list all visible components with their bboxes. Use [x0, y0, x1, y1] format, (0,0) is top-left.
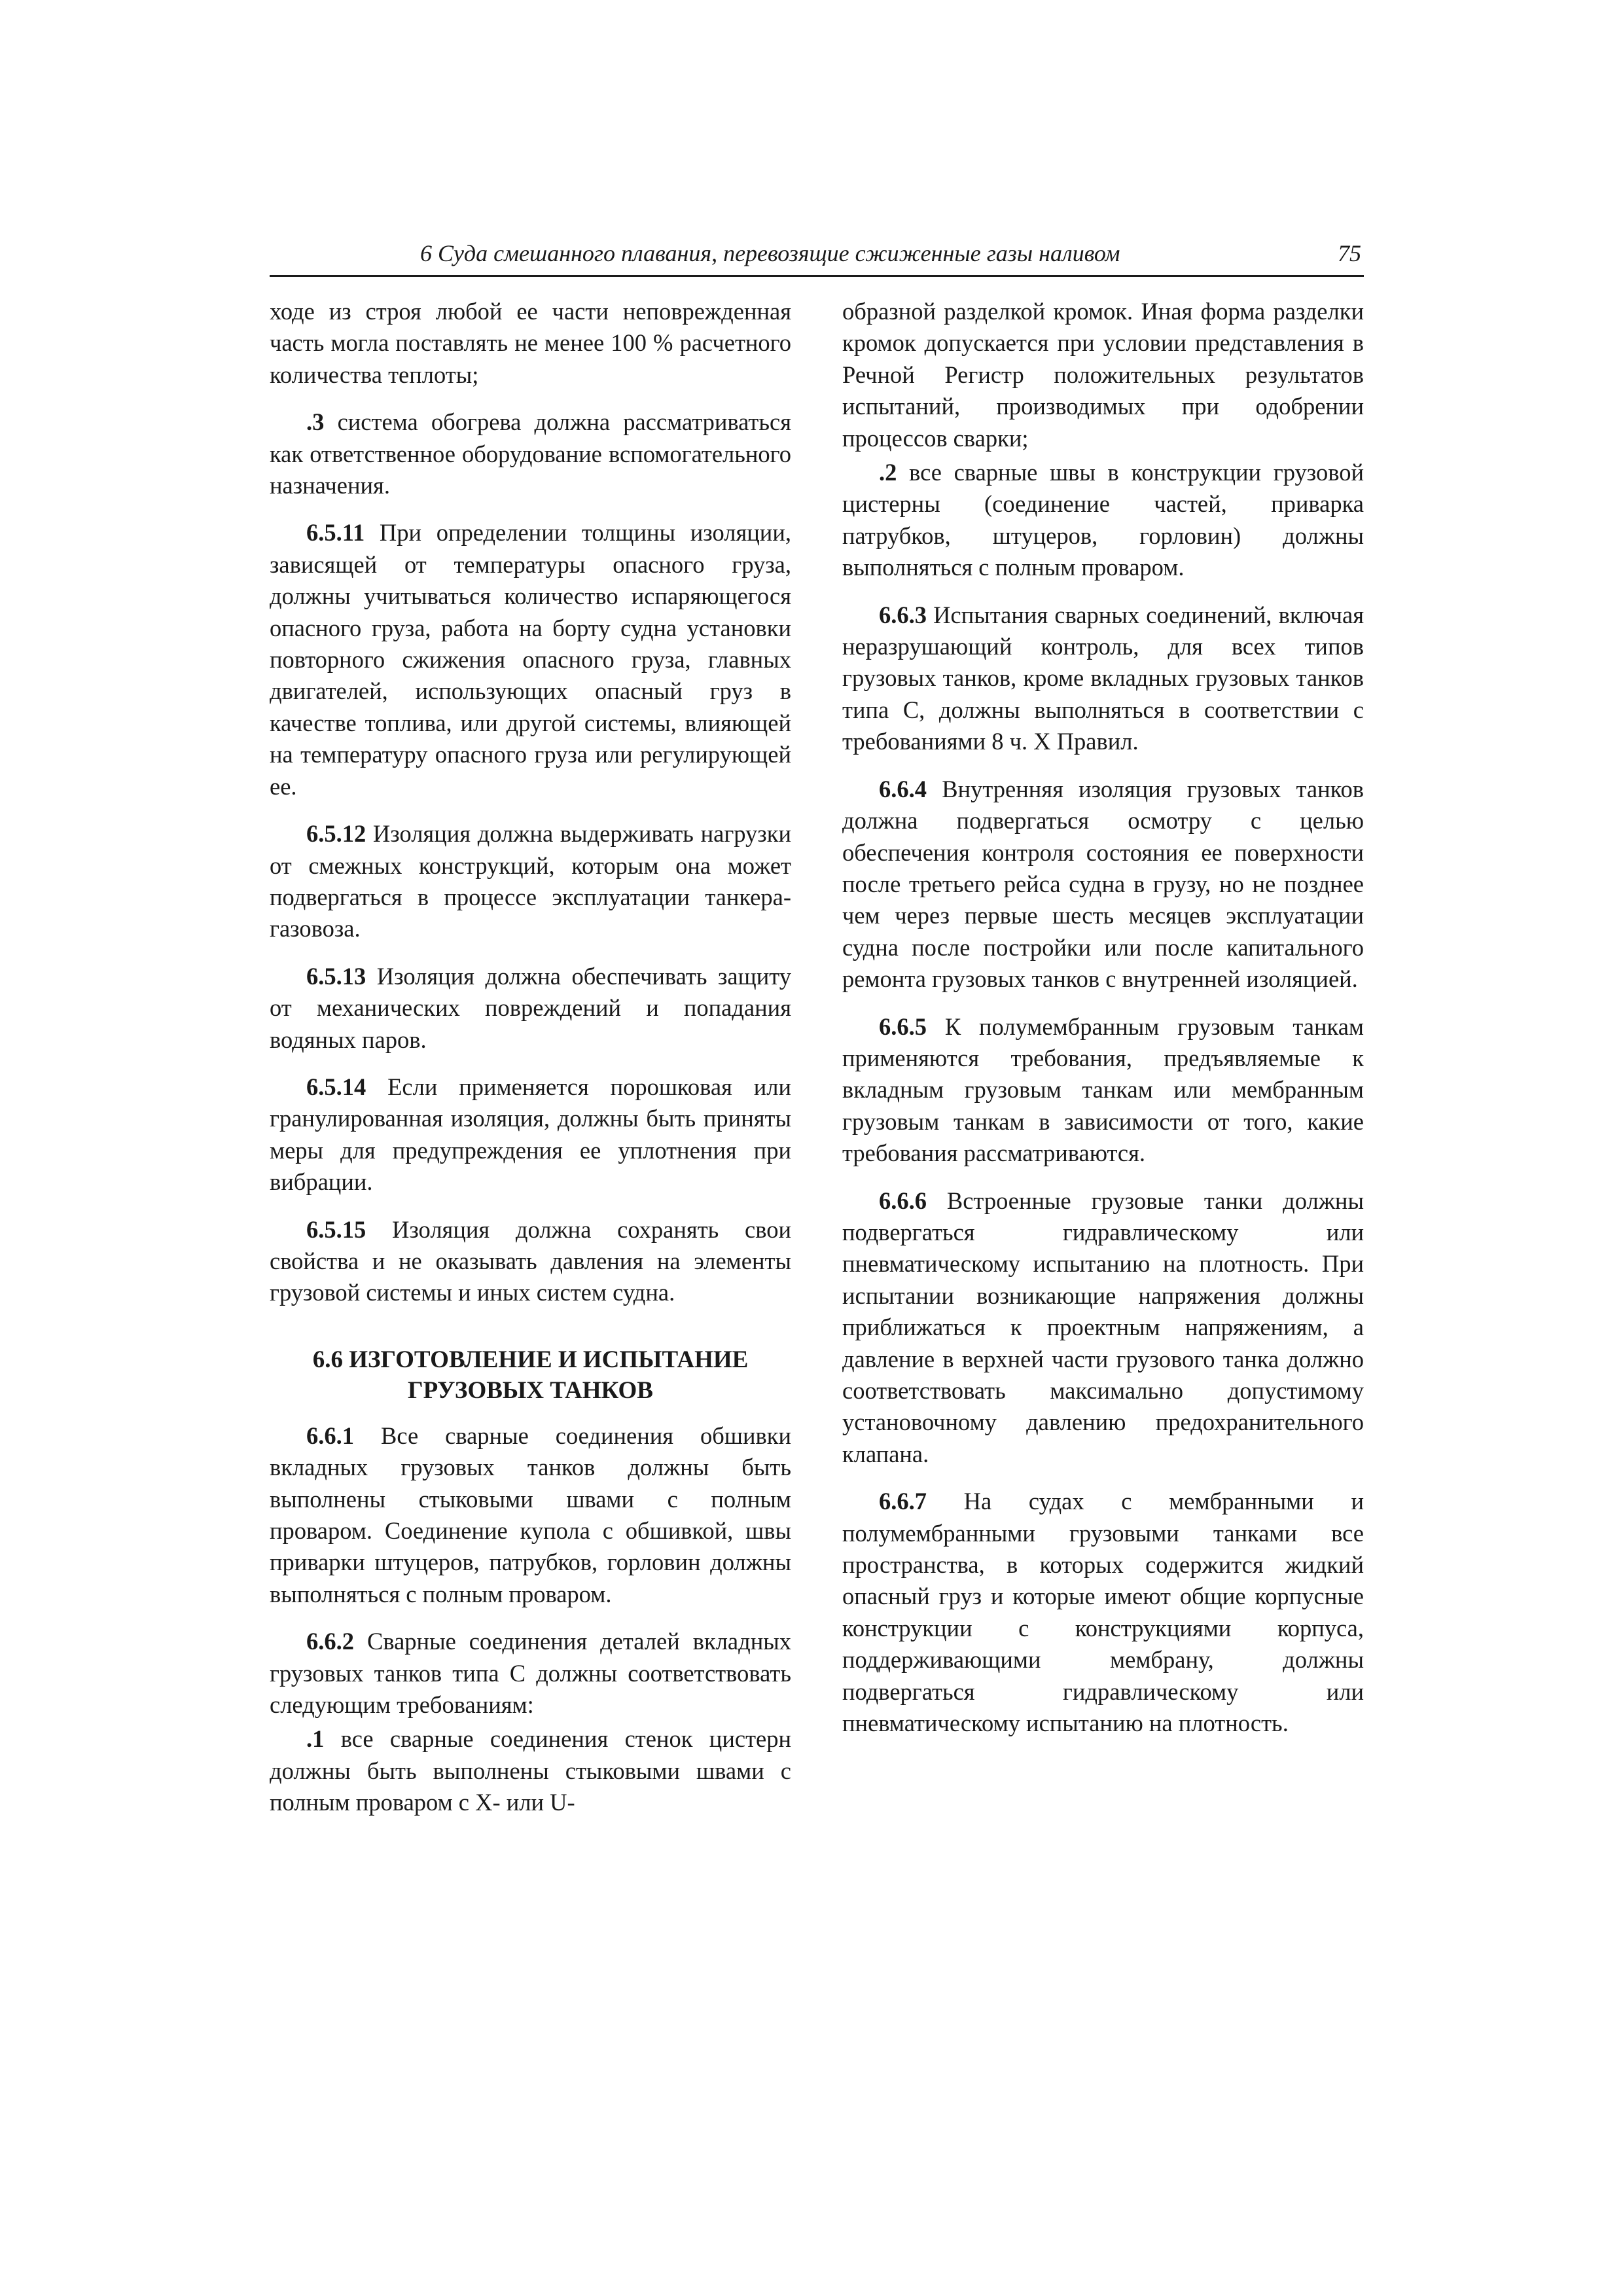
page-header [270, 237, 1364, 277]
paragraph-text: образной разделкой кромок. Иная форма разделки кромок допускается при условии представления в Речной Регистр положительных результатов испытаний, производимых при одобрении процессов сварки; [842, 298, 1364, 452]
clause-number: 6.6.4 [879, 775, 927, 802]
paragraph-text: При определении толщины изоляции, зависящей от температуры опасного груза, должны учитываться количество испаряющегося опасного груза, работа на борту судна установки повторного сжижения опасного груза, главных двигателей, использующих опасный груз в качестве топлива, или другой системы, влияющей на температуру опасного груза или регулирующей ее. [270, 519, 791, 800]
clause-number: 6.6.6 [879, 1187, 927, 1214]
paragraph-text: ходе из строя любой ее части неповрежденная часть могла поставлять не менее 100 % расчетного количества теплоты; [270, 298, 791, 388]
paragraph-6-6-4 [842, 774, 1364, 996]
paragraph-6-6-2-1 [270, 1723, 791, 1818]
paragraph-6-5-12 [270, 818, 791, 945]
running-title: 6 Суда смешанного плавания, перевозящие сжиженные газы наливом [420, 240, 1120, 266]
right-column [842, 296, 1364, 1755]
paragraph-6-5-15 [270, 1214, 791, 1309]
paragraph-6-6-3 [842, 600, 1364, 758]
clause-number: 6.5.12 [306, 820, 366, 848]
paragraph-text: Сварные соединения деталей вкладных грузовых танков типа С должны соответствовать следующим требованиям: [270, 1628, 791, 1719]
paragraph-text: Испытания сварных соединений, включая неразрушающий контроль, для всех типов грузовых танков, кроме вкладных грузовых танков типа С, должны выполняться в соответствии с требованиями 8 ч. X Правил. [842, 601, 1364, 755]
paragraph-text: система обогрева должна рассматриваться как ответственное оборудование вспомогательного назначения. [270, 408, 791, 499]
paragraph-6-6-7 [842, 1486, 1364, 1739]
paragraph-6-6-2-2 [842, 457, 1364, 584]
paragraph-continuation [842, 296, 1364, 454]
clause-number: .2 [879, 459, 897, 486]
left-column [270, 296, 791, 1835]
paragraph-6-6-5 [842, 1011, 1364, 1170]
paragraph-text: Если применяется порошковая или гранулированная изоляция, должны быть приняты меры для предупреждения ее уплотнения при вибрации. [270, 1073, 791, 1196]
paragraph-text: На судах с мембранными и полумембранными грузовыми танками все пространства, в которых содержится жидкий опасный груз и которые имеют общие корпусные конструкции с конструкциями корпуса, поддерживающими мембрану, должны подвергаться гидравлическому или пневматическому испытанию на плотность. [842, 1488, 1364, 1737]
section-heading: 6.6 ИЗГОТОВЛЕНИЕ И ИСПЫТАНИЕ ГРУЗОВЫХ ТАНКОВ [312, 1346, 749, 1404]
paragraph-6-5-13 [270, 961, 791, 1056]
clause-number: 6.6.2 [306, 1628, 354, 1655]
clause-number: .1 [306, 1725, 325, 1753]
paragraph-text: К полумембранным грузовым танкам применяются требования, предъявляемые к вкладным грузовым танкам или мембранным грузовым танкам в зависимости от того, какие требования рассматриваются. [842, 1013, 1364, 1167]
clause-number: 6.5.13 [306, 962, 366, 990]
paragraph-text: все сварные швы в конструкции грузовой цистерны (соединение частей, приварка патрубков, штуцеров, горловин) должны выполняться с полным проваром. [842, 459, 1364, 581]
paragraph-6-5-10-3 [270, 406, 791, 501]
clause-number: .3 [306, 408, 325, 436]
clause-number: 6.5.11 [306, 519, 365, 547]
paragraph-continuation [270, 296, 791, 391]
paragraph-text: Внутренняя изоляция грузовых танков должна подвергаться осмотру с целью обеспечения контроля состояния ее поверхности после третьего рейса судна в грузу, но не позднее чем через первые шесть месяцев эксплуатации судна после постройки или после капитального ремонта грузовых танков с внутренней изоляцией. [842, 775, 1364, 993]
clause-number: 6.5.15 [306, 1215, 366, 1243]
page-number: 75 [1338, 240, 1361, 266]
paragraph-text: Изоляция должна обеспечивать защиту от механических повреждений и попадания водяных паров. [270, 962, 791, 1053]
paragraph-text: все сварные соединения стенок цистерн должны быть выполнены стыковыми швами с полным проваром с X- или U- [270, 1725, 791, 1816]
paragraph-text: Изоляция должна выдерживать нагрузки от смежных конструкций, которым она может подвергаться в процессе эксплуатации танкера-газовоза. [270, 820, 791, 942]
paragraph-6-6-1 [270, 1420, 791, 1610]
paragraph-text: Все сварные соединения обшивки вкладных грузовых танков должны быть выполнены стыковыми швами с полным проваром. Соединение купола с обшивкой, швы приварки штуцеров, патрубков, горловин должны выполняться с полным проваром. [270, 1422, 791, 1607]
paragraph-6-5-14 [270, 1071, 791, 1198]
clause-number: 6.6.5 [879, 1013, 927, 1040]
paragraph-6-6-6 [842, 1185, 1364, 1471]
paragraph-text: Изоляция должна сохранять свои свойства и не оказывать давления на элементы грузовой системы и иных систем судна. [270, 1215, 791, 1306]
paragraph-text: Встроенные грузовые танки должны подвергаться гидравлическому или пневматическому испытанию на плотность. При испытании возникающие напряжения должны приближаться к проектным напряжениям, а давление в верхней части грузового танка должно соответствовать максимально допустимому установочному давлению предохранительного клапана. [842, 1187, 1364, 1467]
clause-number: 6.6.1 [306, 1422, 354, 1449]
paragraph-6-5-11 [270, 517, 791, 802]
paragraph-6-6-2 [270, 1626, 791, 1721]
clause-number: 6.6.7 [879, 1488, 927, 1515]
clause-number: 6.5.14 [306, 1073, 366, 1100]
clause-number: 6.6.3 [879, 601, 927, 628]
